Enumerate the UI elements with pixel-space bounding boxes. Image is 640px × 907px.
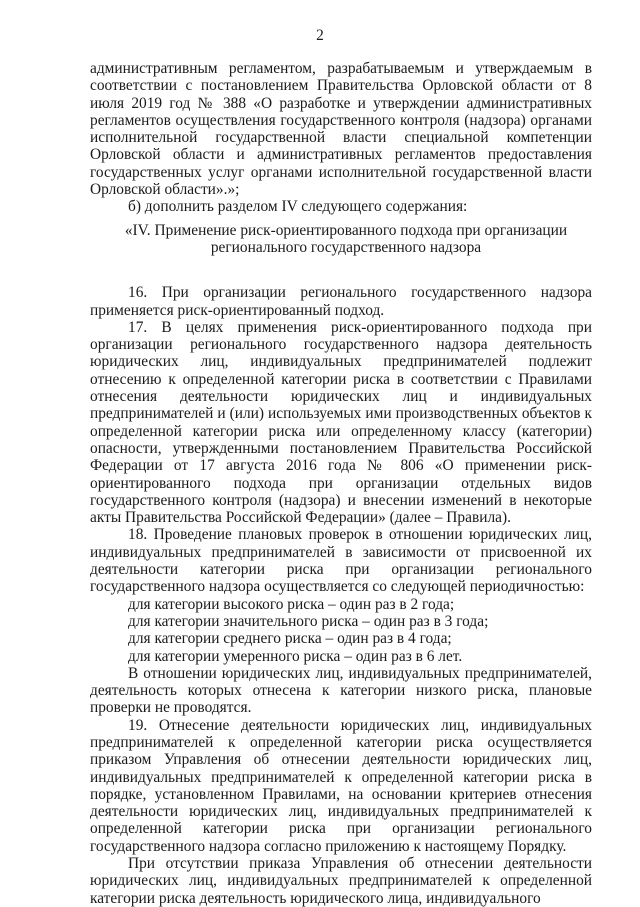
paragraph-16: 16. При организации регионального государственного надзора применяется риск-ориентированный подход. <box>90 284 592 319</box>
paragraph-no-order: При отсутствии приказа Управления об отнесении деятельности юридических лиц, индивидуальных предпринимателей к определенной категории риска деятельность юридического лица, индивидуального <box>90 855 592 907</box>
page-number: 2 <box>316 27 324 44</box>
paragraph-19: 19. Отнесение деятельности юридических лиц, индивидуальных предпринимателей к определенной категории риска осуществляется приказом Управления об отнесении деятельности юридических лиц, индивидуальных предпринимателей к определенной категории риска в порядке, установленном Правилами, на основании критериев отнесения деятельности юридических лиц, индивидуальных предпринимателей к определенной категории риска при организации регионального государственного надзора согласно приложению к настоящему Порядку. <box>90 716 592 855</box>
paragraph-continuation: административным регламентом, разрабатываемым и утверждаемым в соответствии с постановлением Правительства Орловской области от 8 июля 2019 год № 388 «О разработке и утверждении административных регламентов осуществления государственного контроля (надзора) органами исполнительной государственной власти специальной компетенции Орловской области и административных регламентов предоставления государственных услуг органами исполнительной государственной власти Орловской области».»; <box>90 60 592 199</box>
list-item: для категории умеренного риска – один раз в 6 лет. <box>128 647 463 665</box>
section-title-line-1: «IV. Применение риск-ориентированного подхода при организации <box>124 221 568 239</box>
list-item: для категории значительного риска – один раз в 3 года; <box>128 612 489 630</box>
paragraph-17: 17. В целях применения риск-ориентированного подхода при организации регионального государственного надзора деятельность юридических лиц, индивидуальных предпринимателей подлежит отнесению к определенной категории риска в соответствии с Правилами отнесения деятельности юридических лиц и индивидуальных предпринимателей и (или) используемых ими производственных объектов к определенной категории риска или определенному классу (категории) опасности, утвержденными постановлением Правительства Российской Федерации от 17 августа 2016 года № 806 «О применении риск-ориентированного подхода при организации отдельных видов государственного контроля (надзора) и внесении изменений в некоторые акты Правительства Российской Федерации» (далее – Правила). <box>90 318 592 527</box>
list-item: для категории высокого риска – один раз в 2 года; <box>128 595 455 613</box>
section-title <box>90 222 592 257</box>
document-body <box>90 60 592 907</box>
risk-periodicity-list <box>90 596 592 665</box>
paragraph-18: 18. Проведение плановых проверок в отношении юридических лиц, индивидуальных предпринимателей в зависимости от присвоенной их деятельности категории риска при организации регионального государственного надзора осуществляется со следующей периодичностью: <box>90 526 592 596</box>
paragraph-low-risk: В отношении юридических лиц, индивидуальных предпринимателей, деятельность которых отнесена к категории низкого риска, плановые проверки не проводятся. <box>90 664 592 717</box>
list-item: для категории среднего риска – один раз в 4 года; <box>128 630 452 648</box>
section-title-line-2: регионального государственного надзора <box>210 238 482 256</box>
paragraph-amendment-b: б) дополнить разделом IV следующего содержания: <box>128 198 468 216</box>
